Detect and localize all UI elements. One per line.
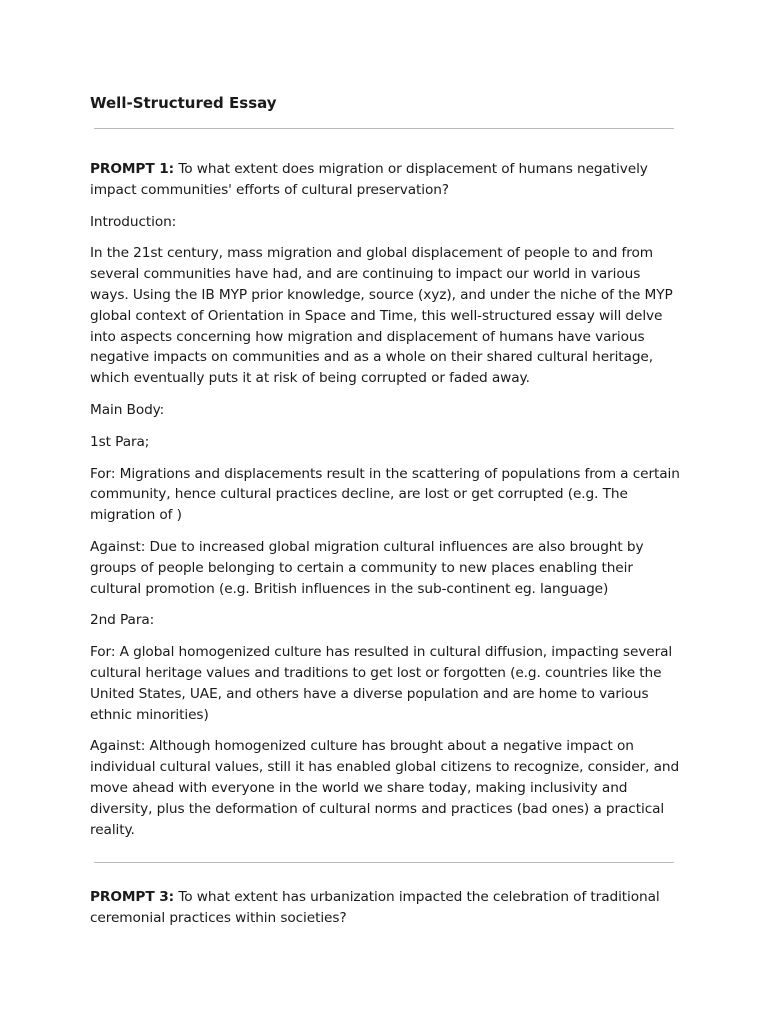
para-1-against: Against: Due to increased global migration cultural influences are also brought by groups of people belonging to certain a community to new places enabling their cultural promotion (e.g. British influences in the sub-continent eg. language) (90, 538, 644, 597)
para-2-heading: 2nd Para: (90, 612, 155, 629)
introduction-text: In the 21st century, mass migration and global displacement of people to and from several communities have had, and are continuing to impact our world in various ways. Using the IB MYP prior knowledge, source (xyz), and under the niche of the MYP global context of Orientation in Space and Time, this well-structured essay will delve into aspects concerning how migration and displacement of humans have various negative impacts on communities and as a whole on their shared cultural heritage, which eventually puts it at risk of being corrupted or faded away. (90, 245, 673, 387)
prompt-1 (90, 159, 680, 201)
prompt-1-label: PROMPT 1: (90, 161, 175, 177)
para-1-for: For: Migrations and displacements result in the scattering of populations from a certain community, hence cultural practices decline, are lost or get corrupted (e.g. The migration of ) (90, 465, 680, 524)
prompt-3-label: PROMPT 3: (90, 889, 175, 906)
divider (94, 128, 674, 129)
prompt-3 (90, 887, 680, 929)
document-content (90, 92, 680, 940)
main-body-heading: Main Body: (90, 401, 165, 418)
para-1-heading: 1st Para; (90, 433, 150, 450)
prompt-1-text: To what extent does migration or displacement of humans negatively impact communities' efforts of cultural preservation? (90, 161, 648, 198)
prompt-3-text: To what extent has urbanization impacted the celebration of traditional ceremonial practices within societies? (90, 889, 660, 927)
introduction-heading: Introduction: (90, 213, 177, 230)
para-2-against: Against: Although homogenized culture has brought about a negative impact on individual cultural values, still it has enabled global citizens to recognize, consider, and move ahead with everyone in the world we share today, making inclusivity and diversity, plus the deformation of cultural norms and practices (bad ones) a practical reality. (90, 738, 680, 838)
para-2-for: For: A global homogenized culture has resulted in cultural diffusion, impacting several cultural heritage values and traditions to get lost or forgotten (e.g. countries like the United States, UAE, and others have a diverse population and are home to various ethnic minorities) (90, 644, 673, 723)
divider (94, 862, 674, 863)
document-title: Well-Structured Essay (90, 94, 277, 112)
